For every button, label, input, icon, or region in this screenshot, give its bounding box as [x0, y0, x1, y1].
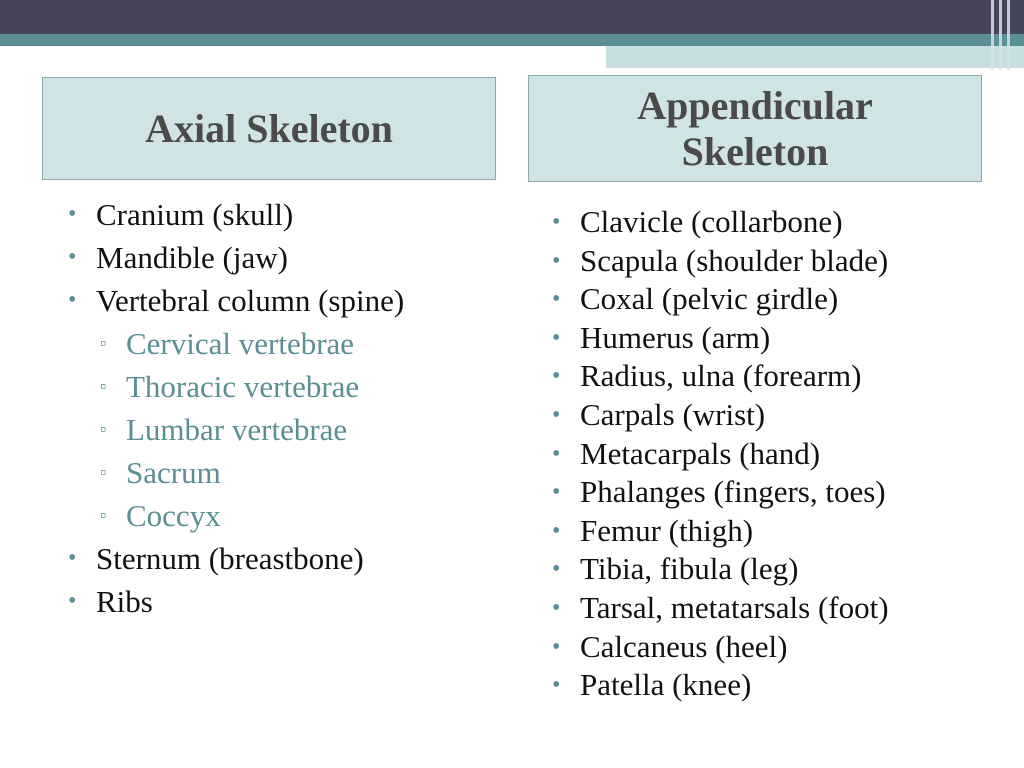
- sub-list-item: ▫ Cervical vertebrae: [66, 322, 404, 365]
- bullet-icon: •: [552, 556, 561, 583]
- teal-accent-stripe: [0, 34, 1024, 46]
- sub-list-item: ▫ Thoracic vertebrae: [66, 365, 404, 408]
- list-item: • Vertebral column (spine): [66, 279, 404, 322]
- appendicular-bone-list: [550, 203, 889, 705]
- list-item: • Mandible (jaw): [66, 236, 404, 279]
- list-item: • Metacarpals (hand): [550, 435, 889, 474]
- axial-skeleton-header: [42, 77, 496, 180]
- top-title-bar: [0, 0, 1024, 34]
- square-bullet-icon: ▫: [100, 505, 107, 525]
- list-item: • Tibia, fibula (leg): [550, 550, 889, 589]
- bullet-icon: •: [68, 545, 77, 571]
- bullet-icon: •: [68, 588, 77, 614]
- bullet-icon: •: [68, 244, 77, 270]
- bullet-icon: •: [552, 633, 561, 660]
- square-bullet-icon: ▫: [100, 419, 107, 439]
- bullet-icon: •: [552, 672, 561, 699]
- axial-skeleton-title: Axial Skeleton: [145, 105, 393, 151]
- bullet-icon: •: [552, 286, 561, 313]
- corner-decoration: [988, 0, 1024, 70]
- bullet-icon: •: [552, 363, 561, 390]
- list-item: • Cranium (skull): [66, 193, 404, 236]
- sub-list-item: ▫ Coccyx: [66, 494, 404, 537]
- bullet-icon: •: [552, 440, 561, 467]
- list-item: • Ribs: [66, 580, 404, 623]
- square-bullet-icon: ▫: [100, 462, 107, 482]
- list-item: • Patella (knee): [550, 666, 889, 705]
- list-item: • Scapula (shoulder blade): [550, 242, 889, 281]
- appendicular-skeleton-header: [528, 75, 982, 182]
- list-item: • Phalanges (fingers, toes): [550, 473, 889, 512]
- bullet-icon: •: [552, 209, 561, 235]
- list-item: • Coxal (pelvic girdle): [550, 280, 889, 319]
- square-bullet-icon: ▫: [100, 333, 107, 353]
- list-item: • Tarsal, metatarsals (foot): [550, 589, 889, 628]
- square-bullet-icon: ▫: [100, 376, 107, 396]
- bullet-icon: •: [552, 401, 561, 428]
- bullet-icon: •: [552, 479, 561, 506]
- sub-list-item: ▫ Sacrum: [66, 451, 404, 494]
- bullet-icon: •: [552, 517, 561, 544]
- appendicular-title-line2: Skeleton: [681, 128, 829, 174]
- bullet-icon: •: [552, 324, 561, 351]
- list-item: • Humerus (arm): [550, 319, 889, 358]
- list-item: • Carpals (wrist): [550, 396, 889, 435]
- appendicular-title-line1: Appendicular: [637, 82, 873, 128]
- axial-bone-list: [66, 193, 404, 623]
- bullet-icon: •: [552, 594, 561, 621]
- list-item: • Calcaneus (heel): [550, 628, 889, 667]
- sub-list-item: ▫ Lumbar vertebrae: [66, 408, 404, 451]
- bullet-icon: •: [68, 201, 77, 227]
- list-item: • Radius, ulna (forearm): [550, 357, 889, 396]
- list-item: • Femur (thigh): [550, 512, 889, 551]
- bullet-icon: •: [68, 287, 77, 313]
- bullet-icon: •: [552, 247, 561, 274]
- list-item: • Sternum (breastbone): [66, 537, 404, 580]
- pale-accent-band: [606, 46, 1024, 68]
- list-item: • Clavicle (collarbone): [550, 203, 889, 242]
